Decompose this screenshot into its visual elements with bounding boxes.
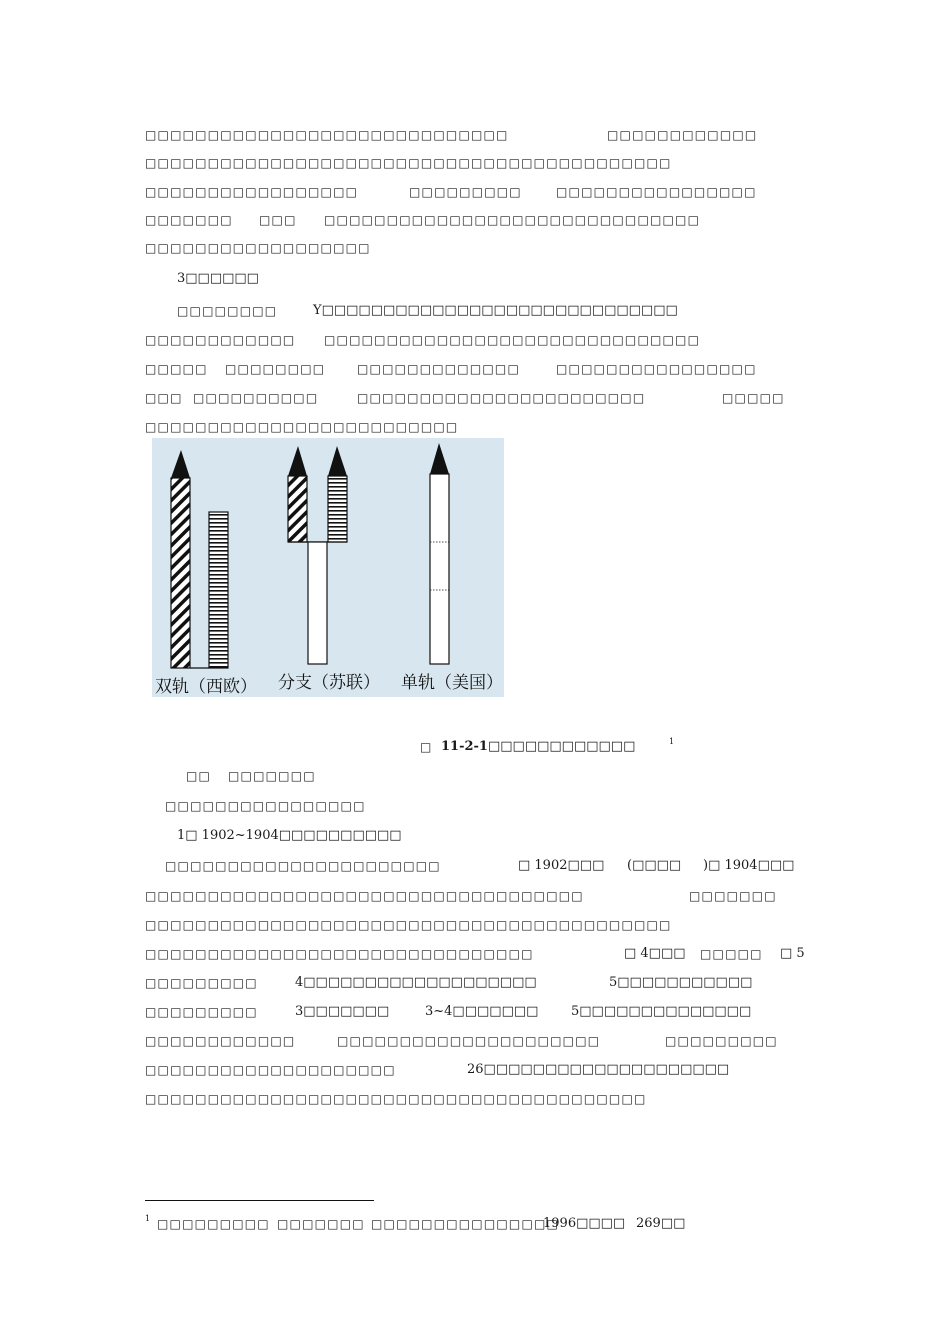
text-segment: 1□ 1902~1904□□□□□□□□□□: [177, 828, 402, 843]
text-segment: □□□□□□□□□□□□□□□□: [556, 185, 757, 199]
text-segment: □□□□□□□□□□: [193, 391, 319, 405]
text-segment: □□□□□□□□: [177, 304, 278, 318]
text-segment: □□□□□□□□□□□□□□□□□: [145, 185, 359, 199]
text-line: [0, 1003, 950, 1025]
text-segment: 26□□□□□□□□□□□□□□□□□□□□: [467, 1062, 730, 1077]
left-track-arrow-tip: [171, 450, 190, 478]
text-segment: □□□□□□□□□□□□□□□□□□□□□□□□□□□□□□□□□□□: [145, 889, 584, 903]
text-line: [0, 331, 950, 353]
text-segment: □□□□□□□□□□□□□: [357, 362, 520, 376]
text-segment: 11-2-1□□□□□□□□□□□□: [441, 739, 636, 754]
text-segment: Y□□□□□□□□□□□□□□□□□□□□□□□□□□□□□: [313, 303, 678, 318]
text-segment: □□□□□□□□□□□□□□□□□□□□□□□□□□□□□□: [324, 213, 701, 227]
text-line: [0, 211, 950, 233]
text-segment: 5□□□□□□□□□□□: [609, 975, 753, 990]
figure-drawing: [152, 438, 504, 697]
text-segment: □□□□□□□□□□□□□□□□□□: [145, 241, 371, 255]
text-segment: □□□□□: [722, 391, 785, 405]
text-segment: □□□□□□□□□□□□□□□□□□□□□□□□□□□□□: [145, 128, 509, 142]
text-line: [0, 827, 950, 849]
text-segment: □□□□□□□□□□□□□□□□□□□□□□□□□□□□□□□□□□□□□□□□□□: [145, 156, 672, 170]
text-segment: 3□□□□□□: [177, 271, 259, 286]
text-segment: □□□□□□□□□: [145, 976, 258, 990]
text-segment: □□□□□□□□□: [145, 1005, 258, 1019]
label-single-track: 单轨（美国）: [401, 673, 503, 693]
text-segment: □ 4□□□: [624, 946, 686, 961]
text-segment: □□□□□□□□□□□□□□□□: [556, 362, 757, 376]
text-segment: □□□□□□□□□□□□□□□□□□□□□□□□□□□□□□□□□□□□□□□□□□: [145, 918, 672, 932]
label-branch-track: 分支（苏联）: [278, 673, 380, 693]
right-track-bar: [430, 474, 449, 664]
text-line: [0, 974, 950, 996]
school-system-figure: [152, 438, 504, 697]
text-segment: □□□□□□□□□□□□□□□□□□□□□□: [165, 859, 441, 873]
text-segment: 1996□□□□: [543, 1216, 626, 1231]
text-line: [0, 767, 950, 789]
label-dual-track: 双轨（西欧）: [155, 677, 257, 697]
text-segment: □: [420, 740, 433, 754]
text-segment: 4□□□□□□□□□□□□□□□□□□□: [295, 975, 537, 990]
text-segment: □□□□□□□□□□□□□□□□□□□□□: [337, 1034, 601, 1048]
text-segment: 3□□□□□□□: [295, 1004, 390, 1019]
text-line: [0, 857, 950, 879]
text-segment: □□□□□□□□□□□□□□□: [371, 1217, 560, 1231]
text-segment: □□□□□: [700, 947, 763, 961]
text-segment: □□□: [259, 213, 297, 227]
footnote-separator: [145, 1200, 374, 1201]
text-segment: □□□: [145, 391, 183, 405]
caption-footnote-mark: 1: [669, 737, 675, 746]
text-line: [0, 1032, 950, 1054]
text-segment: □□□□□□□□□□□□□□□□□□□□□□□□□□□□□□□□□□□□□□□□: [145, 1092, 647, 1106]
text-segment: )□ 1904□□□: [703, 858, 795, 873]
text-segment: □ 5: [780, 946, 805, 961]
text-segment: □□□□□□□: [145, 213, 233, 227]
text-segment: □□□□□□□: [689, 889, 777, 903]
text-line: [0, 1061, 950, 1083]
middle-track-arrow-tip-right: [328, 446, 347, 476]
text-segment: □□: [186, 769, 212, 783]
text-line: [0, 270, 950, 292]
text-line: [0, 738, 950, 760]
text-line: [0, 887, 950, 909]
text-segment: □□□□□: [145, 362, 208, 376]
text-segment: □□□□□□□□□□□□□□□□□□□□: [145, 1063, 396, 1077]
left-track-hatched-bar: [171, 478, 190, 668]
text-segment: □□□□□□□□□□□□: [145, 333, 296, 347]
text-segment: □□□□□□□□□□□□□□□□□□□□□□□□□□□□□□: [324, 333, 701, 347]
text-line: [0, 389, 950, 411]
text-segment: □□□□□□□□□: [409, 185, 522, 199]
text-line: [0, 360, 950, 382]
middle-track-hatched-branch: [288, 476, 307, 542]
text-line: [0, 916, 950, 938]
text-line: [0, 418, 950, 440]
text-segment: □□□□□□□□□□□□□□□□□□□□□□□□□□□□□□□: [145, 947, 534, 961]
text-segment: □□□□□□□□□□□□□□□□: [165, 799, 366, 813]
text-segment: □□□□□□□: [277, 1217, 365, 1231]
left-track-striped-bar: [209, 512, 228, 668]
right-track-arrow-tip: [430, 443, 449, 474]
text-line: [0, 1090, 950, 1112]
text-line: [0, 797, 950, 819]
text-segment: 3~4□□□□□□□: [425, 1004, 539, 1019]
text-segment: 269□□: [636, 1216, 686, 1231]
text-segment: 5□□□□□□□□□□□□□□: [571, 1004, 752, 1019]
text-line: [0, 239, 950, 261]
text-segment: □□□□□□□: [228, 769, 316, 783]
text-line: [0, 126, 950, 148]
text-segment: □□□□□□□□□: [665, 1034, 778, 1048]
text-line: [0, 183, 950, 205]
text-segment: (□□□□: [627, 858, 682, 873]
text-line: [0, 302, 950, 324]
text-segment: □□□□□□□□□□□□: [607, 128, 758, 142]
text-segment: □□□□□□□□□□□□: [145, 1034, 296, 1048]
footnote-mark: 1: [145, 1214, 151, 1223]
text-line: [0, 945, 950, 967]
text-segment: □□□□□□□□: [225, 362, 326, 376]
middle-track-arrow-tip-left: [288, 446, 307, 476]
text-segment: □□□□□□□□□□□□□□□□□□□□□□□: [357, 391, 646, 405]
text-line: [0, 1215, 950, 1237]
text-segment: □ 1902□□□: [518, 858, 605, 873]
text-segment: □□□□□□□□□: [157, 1217, 270, 1231]
text-line: [0, 154, 950, 176]
text-segment: □□□□□□□□□□□□□□□□□□□□□□□□□: [145, 420, 459, 434]
middle-track-striped-branch: [328, 476, 347, 542]
middle-track-trunk: [308, 542, 327, 664]
